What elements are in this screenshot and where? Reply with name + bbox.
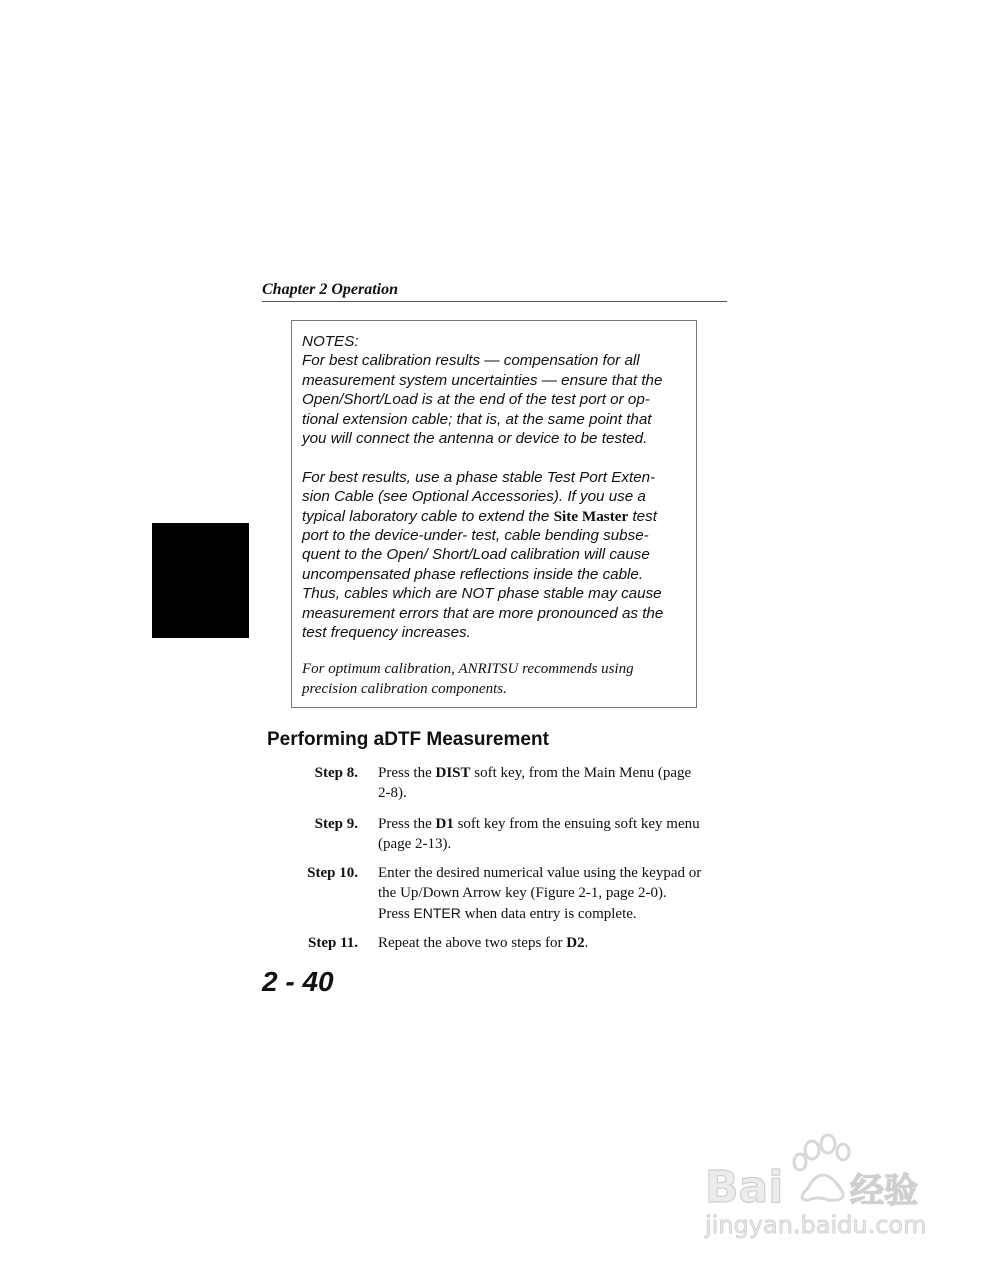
baidu-paw-icon xyxy=(700,1130,940,1240)
enter-key-name: ENTER xyxy=(413,905,461,921)
chapter-thumb-tab xyxy=(152,523,249,638)
notes-box xyxy=(291,320,697,708)
notes-paragraph-2 xyxy=(302,468,694,643)
soft-key-name: DIST xyxy=(435,765,471,781)
svg-text:经验: 经验 xyxy=(850,1171,918,1211)
step-label: Step 9. xyxy=(314,816,358,832)
notes-line: For best calibration results — compensation for all xyxy=(302,352,640,370)
step-body: Repeat the above two steps for D2. xyxy=(378,935,589,951)
baidu-watermark-logo xyxy=(700,1130,940,1240)
recommend-line: precision calibration components. xyxy=(302,680,507,697)
notes-line: port to the device-under- test, cable bending subse- xyxy=(302,527,649,545)
notes-text xyxy=(302,332,694,642)
soft-key-name: D1 xyxy=(435,816,454,832)
notes-line: Thus, cables which are NOT phase stable may cause xyxy=(302,585,662,603)
step-label: Step 10. xyxy=(307,865,358,881)
step-body: Enter the desired numerical value using the keypad or the Up/Down Arrow key (Figure 2-1, page 2-0). Press ENTER when data entry is complete. xyxy=(378,865,702,922)
chapter-header: Chapter 2 Operation xyxy=(262,281,727,302)
notes-line: uncompensated phase reflections inside the cable. xyxy=(302,565,644,583)
notes-recommendation xyxy=(302,660,694,699)
svg-text:Bai: Bai xyxy=(705,1162,784,1213)
watermark-url: jingyan.baidu.com xyxy=(705,1211,927,1239)
notes-line: tional extension cable; that is, at the same point that xyxy=(302,410,652,428)
section-heading: Performing aDTF Measurement xyxy=(267,729,549,750)
notes-line: you will connect the antenna or device to be tested. xyxy=(302,430,648,448)
page-number: 2 - 40 xyxy=(262,966,334,997)
product-name: Site Master xyxy=(553,507,629,525)
notes-line-brand: typical laboratory cable to extend the Site Master test xyxy=(302,507,657,525)
notes-line: quent to the Open/ Short/Load calibration will cause xyxy=(302,546,650,564)
notes-title: NOTES: xyxy=(302,333,359,350)
notes-line: Open/Short/Load is at the end of the test port or op- xyxy=(302,391,650,409)
soft-key-name: D2 xyxy=(566,935,585,951)
step-label: Step 11. xyxy=(307,935,358,951)
notes-paragraph-1 xyxy=(302,351,694,448)
notes-line: For best results, use a phase stable Test Port Exten- xyxy=(302,468,656,486)
notes-line: test frequency increases. xyxy=(302,624,471,642)
notes-line: sion Cable (see Optional Accessories). If you use a xyxy=(302,488,646,506)
notes-line: measurement system uncertainties — ensure that the xyxy=(302,371,663,389)
step-body: Press the DIST soft key, from the Main Menu (page 2-8). xyxy=(378,765,692,801)
notes-line: measurement errors that are more pronounced as the xyxy=(302,604,664,622)
step-body: Press the D1 soft key from the ensuing soft key menu (page 2-13). xyxy=(378,816,700,852)
recommend-line: For optimum calibration, ANRITSU recommends using xyxy=(302,661,634,677)
step-label: Step 8. xyxy=(314,765,358,781)
